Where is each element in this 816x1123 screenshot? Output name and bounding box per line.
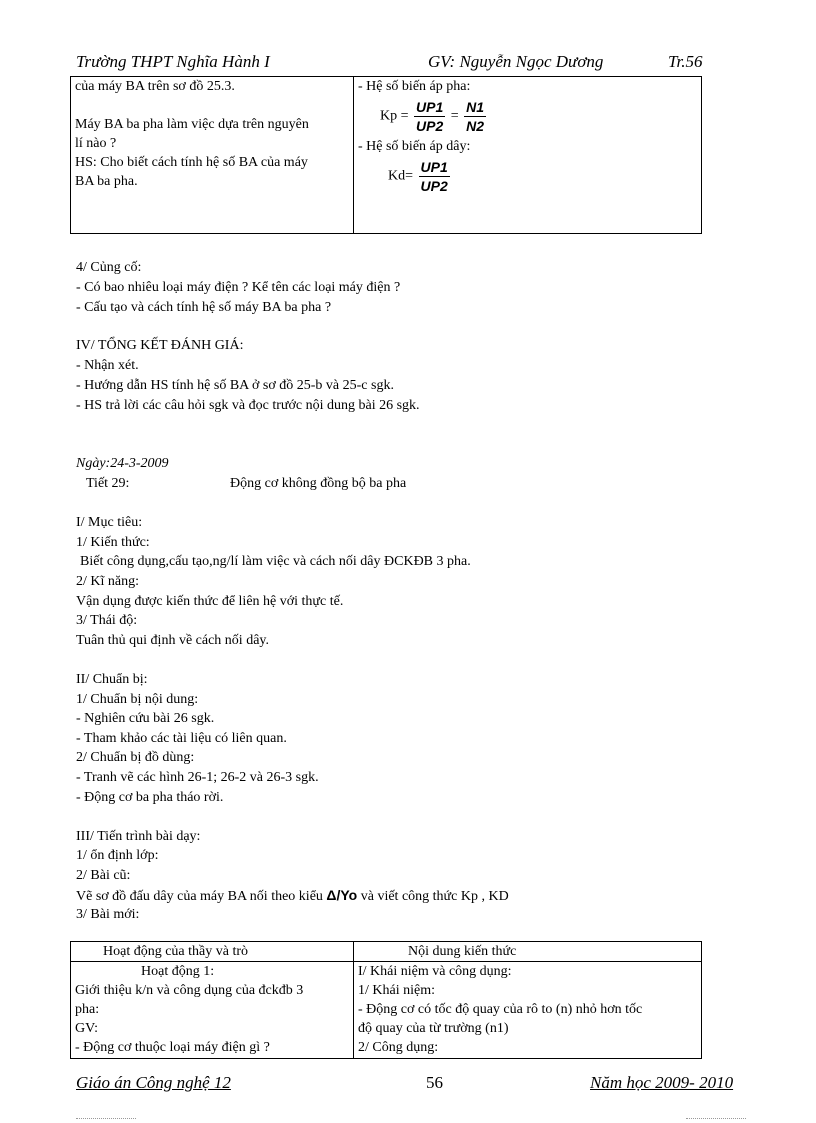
bottom-right-line: - Động cơ có tốc độ quay của rô to (n) nhỏ hơn tốc [358, 1002, 643, 1017]
kp-den2: N2 [466, 118, 485, 134]
top-table-left-cell [71, 77, 354, 234]
header-school: Trường THPT Nghĩa Hành I [76, 52, 270, 71]
lesson-title: Động cơ không đồng bộ ba pha [230, 476, 407, 491]
footer-book: Giáo án Công nghệ 12 [76, 1073, 231, 1092]
skill-text: Vận dụng được kiến thức để liên hệ với thực tế. [76, 594, 344, 609]
top-table-right-cell [354, 77, 702, 234]
kp-formula [358, 98, 697, 135]
prep-content-item: - Tham khảo các tài liệu có liên quan. [76, 731, 287, 746]
top-left-line: của máy BA trên sơ đồ 25.3. [75, 79, 235, 94]
objectives-title: I/ Mục tiêu: [76, 515, 143, 530]
top-left-line: lí nào ? [75, 136, 117, 151]
bottom-right-line: I/ Khái niệm và công dụng: [358, 964, 512, 979]
equals-sign: = [450, 108, 459, 124]
kd-den: UP2 [420, 178, 448, 194]
kd-prefix: Kd= [388, 168, 414, 184]
bottom-left-line: - Động cơ thuộc loại máy điện gì ? [75, 1040, 270, 1055]
kp-num1: UP1 [416, 99, 444, 115]
kp-prefix: Kp = [380, 108, 409, 124]
delta-y-symbol: Δ/Yo [326, 887, 358, 903]
top-left-line: HS: Cho biết cách tính hệ số BA của máy [75, 155, 308, 170]
prep-content-title: 1/ Chuẩn bị nội dung: [76, 692, 199, 707]
summary-item: - Hướng dẫn HS tính hệ số BA ở sơ đồ 25-b và 25-c sgk. [76, 378, 394, 393]
bottom-right-line: độ quay của từ trường (n1) [358, 1021, 509, 1036]
procedure-step1: 1/ ổn định lớp: [76, 848, 159, 863]
procedure-step3: 3/ Bài mới: [76, 907, 140, 922]
preparation-title: II/ Chuẩn bị: [76, 672, 148, 687]
activity-title: Hoạt động 1: [141, 964, 215, 979]
bottom-left-line: pha: [75, 1002, 100, 1017]
prep-content-item: - Nghiên cứu bài 26 sgk. [76, 711, 215, 726]
kp-den1: UP2 [416, 118, 444, 134]
bottom-header-left: Hoạt động của thầy và trò [71, 942, 354, 962]
summary-item: - HS trả lời các câu hỏi sgk và đọc trước nội dung bài 26 sgk. [76, 398, 420, 413]
lesson-period: Tiết 29: [86, 476, 130, 491]
skill-title: 2/ Kĩ năng: [76, 574, 139, 589]
bottom-activity-table [70, 941, 702, 1059]
bottom-right-line: 2/ Công dụng: [358, 1040, 439, 1055]
kp-fraction-turns [464, 98, 486, 135]
knowledge-title: 1/ Kiến thức: [76, 535, 150, 550]
procedure-title: III/ Tiến trình bài dạy: [76, 829, 201, 844]
attitude-text: Tuân thủ qui định về cách nối dây. [76, 633, 269, 648]
attitude-title: 3/ Thái độ: [76, 613, 138, 628]
old-lesson-question [76, 885, 509, 907]
consolidation-item: - Có bao nhiêu loại máy điện ? Kể tên các loại máy điện ? [76, 280, 401, 295]
footer-dots-left [76, 1118, 136, 1120]
top-left-line: Máy BA ba pha làm việc dựa trên nguyên [75, 117, 309, 132]
kd-fraction [419, 158, 450, 195]
consolidation-item: - Cấu tạo và cách tính hệ số máy BA ba pha ? [76, 300, 332, 315]
procedure-step2: 2/ Bài cũ: [76, 868, 131, 883]
summary-item: - Nhận xét. [76, 358, 139, 373]
old-lesson-pre: Vẽ sơ đồ đấu dây của máy BA nối theo kiểu [76, 889, 323, 904]
header-teacher: GV: Nguyễn Ngọc Dương [428, 52, 604, 71]
old-lesson-post: và viết công thức Kp , KD [360, 889, 509, 904]
kp-num2: N1 [466, 99, 485, 115]
footer-dots-right [686, 1118, 746, 1120]
bottom-left-line: GV: [75, 1021, 99, 1036]
phase-ratio-label: - Hệ số biến áp pha: [358, 79, 471, 94]
knowledge-text: Biết công dụng,cấu tạo,ng/lí làm việc và cách nối dây ĐCKĐB 3 pha. [80, 554, 471, 569]
bottom-right-line: 1/ Khái niệm: [358, 983, 435, 998]
consolidation-title: 4/ Củng cố: [76, 260, 142, 275]
prep-tools-item: - Tranh vẽ các hình 26-1; 26-2 và 26-3 sgk. [76, 770, 319, 785]
kd-num: UP1 [420, 159, 448, 175]
kd-formula [358, 158, 697, 195]
lesson-date: Ngày:24-3-2009 [76, 456, 169, 471]
bottom-header-right: Nội dung kiến thức [354, 942, 702, 962]
header-page-ref: Tr.56 [668, 52, 703, 71]
bottom-left-cell [71, 962, 354, 1059]
footer-year: Năm học 2009- 2010 [590, 1073, 734, 1092]
top-activity-table [70, 76, 702, 234]
bottom-left-line: Giới thiệu k/n và công dụng của đckđb 3 [75, 983, 304, 998]
bottom-right-cell [354, 962, 702, 1059]
summary-title: IV/ TỔNG KẾT ĐÁNH GIÁ: [76, 338, 244, 353]
prep-tools-title: 2/ Chuẩn bị đồ dùng: [76, 750, 195, 765]
footer-page-number: 56 [426, 1073, 443, 1092]
top-left-spacer [75, 96, 349, 115]
line-ratio-label: - Hệ số biến áp dây: [358, 139, 471, 154]
top-left-line: BA ba pha. [75, 174, 138, 189]
kp-fraction-voltage [414, 98, 445, 135]
prep-tools-item: - Động cơ ba pha tháo rời. [76, 790, 224, 805]
